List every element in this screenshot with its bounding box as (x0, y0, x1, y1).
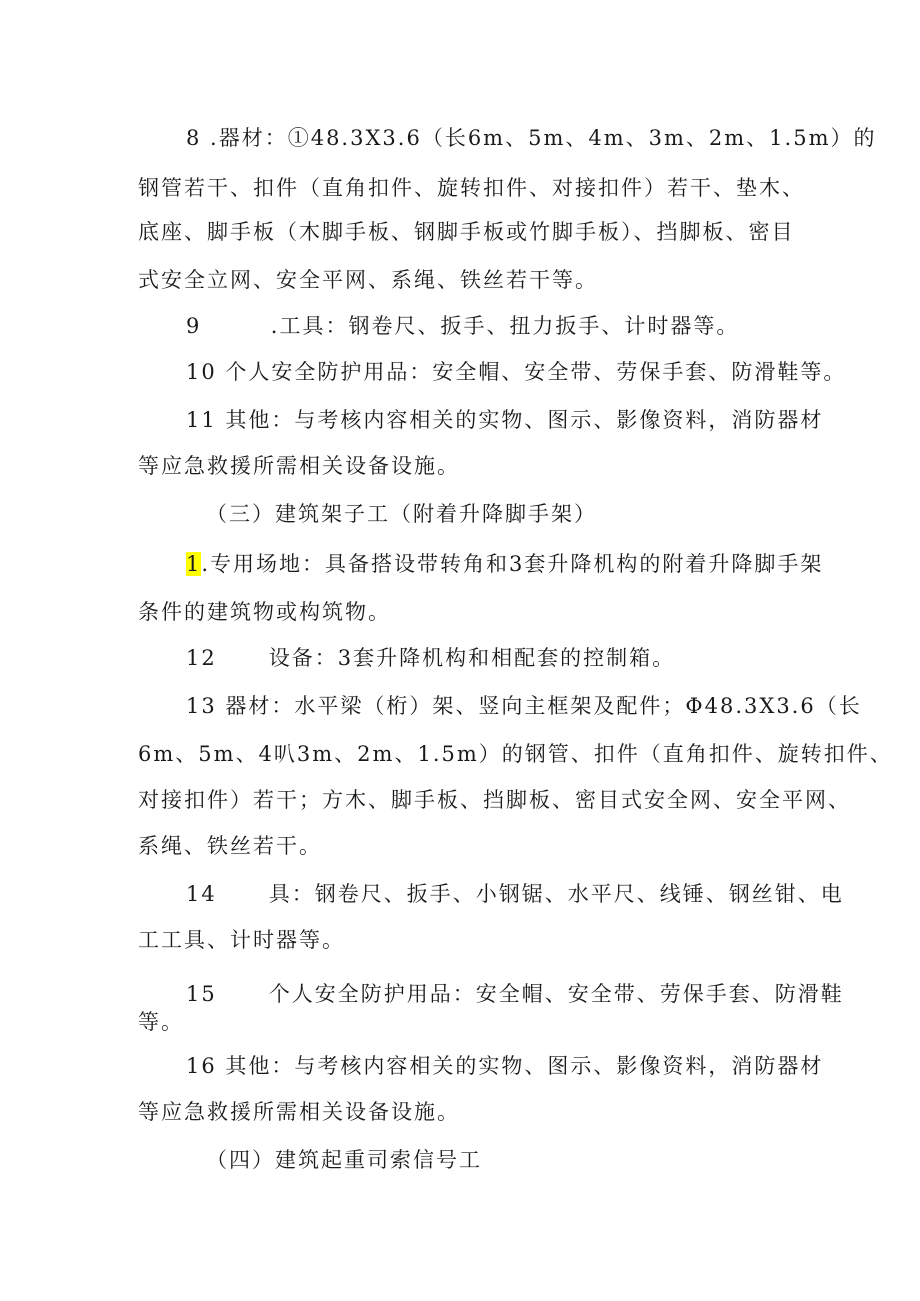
text-line: 14 具：钢卷尺、扳手、小钢锯、水平尺、线锤、钢丝钳、电 (186, 882, 844, 906)
text-line: 等应急救援所需相关设备设施。 (138, 1100, 460, 1124)
text-line: 对接扣件）若干；方木、脚手板、挡脚板、密目式安全网、安全平网、 (138, 788, 851, 812)
text-line: 10 个人安全防护用品：安全帽、安全带、劳保手套、防滑鞋等。 (186, 360, 847, 384)
text-line: 等应急救援所需相关设备设施。 (138, 454, 460, 478)
text-line: 9 .工具：钢卷尺、扳手、扭力扳手、计时器等。 (186, 314, 740, 338)
text-span: .专用场地：具备搭设带转角和3套升降机构的附着升降脚手架 (201, 552, 824, 576)
text-line: 等。 (138, 1010, 184, 1034)
text-line: 钢管若干、扣件（直角扣件、旋转扣件、对接扣件）若干、垫木、 (138, 176, 805, 200)
text-line: 16 其他：与考核内容相关的实物、图示、影像资料，消防器材 (186, 1054, 824, 1078)
text-line: 底座、脚手板（木脚手板、钢脚手板或竹脚手板）、挡脚板、密目 (138, 220, 795, 244)
text-line: 系绳、铁丝若干。 (138, 834, 322, 858)
text-line: 15 个人安全防护用品：安全帽、安全带、劳保手套、防滑鞋 (186, 982, 844, 1006)
text-line: 条件的建筑物或构筑物。 (138, 600, 391, 624)
text-line: 13 器材：水平梁（桁）架、竖向主框架及配件；Φ48.3X3.6（长 (186, 694, 862, 718)
text-line: 11 其他：与考核内容相关的实物、图示、影像资料，消防器材 (186, 408, 824, 432)
text-line (186, 550, 823, 578)
section-heading: （四）建筑起重司索信号工 (206, 1148, 482, 1172)
highlighted-number: 1 (186, 552, 202, 576)
section-heading: （三）建筑架子工（附着升降脚手架） (206, 502, 597, 526)
text-line: 12 设备：3套升降机构和相配套的控制箱。 (186, 646, 676, 670)
text-line: 式安全立网、安全平网、系绳、铁丝若干等。 (138, 268, 598, 292)
text-line: 6m、5m、4叭3m、2m、1.5m）的钢管、扣件（直角扣件、旋转扣件、 (138, 742, 893, 766)
text-line: 8 .器材：①48.3X3.6（长6m、5m、4m、3m、2m、1.5m）的 (186, 126, 877, 150)
text-line: 工工具、计时器等。 (138, 928, 345, 952)
